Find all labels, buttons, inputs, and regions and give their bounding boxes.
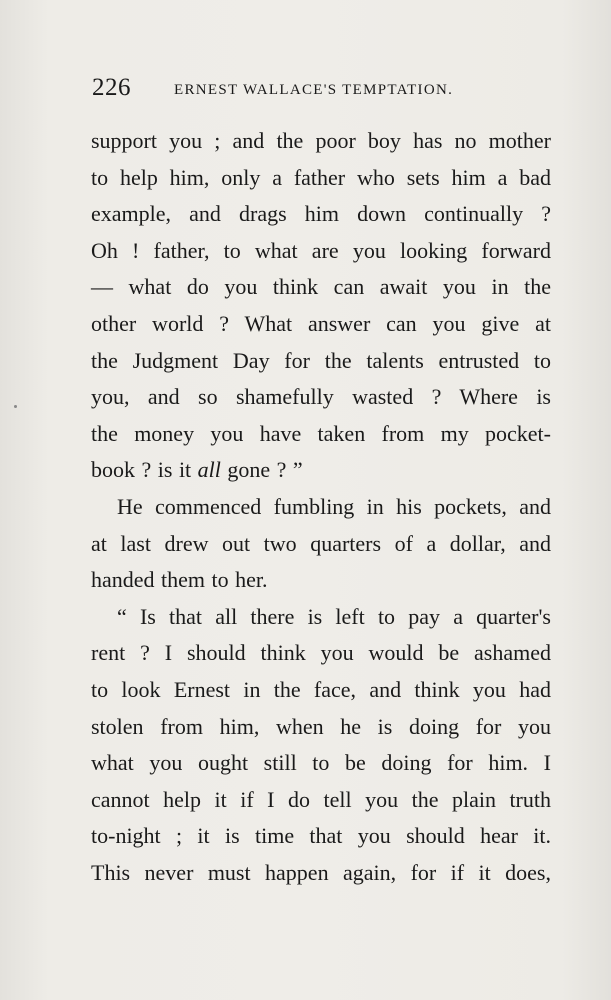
text-line: to-night ; it is time that you should hear it. <box>91 823 551 849</box>
text-line: — what do you think can await you in the <box>91 274 551 300</box>
text-line: stolen from him, when he is doing for you <box>91 713 551 739</box>
text-line: what you ought still to be doing for him. I <box>91 750 551 776</box>
emphasis: all <box>197 457 221 483</box>
text-line: to look Ernest in the face, and think you had <box>91 676 551 702</box>
text-line: the Judgment Day for the talents entrusted to <box>91 347 551 373</box>
text-line: at last drew out two quarters of a dollar, and <box>91 530 551 556</box>
page-number: 226 <box>92 74 131 101</box>
paper-speck <box>14 405 17 408</box>
text-line: you, and so shamefully wasted ? Where is <box>91 384 551 410</box>
text-line: rent ? I should think you would be ashamed <box>91 640 551 666</box>
text-line: Oh ! father, to what are you looking forward <box>91 237 551 263</box>
text-line: This never must happen again, for if it does, <box>91 859 551 885</box>
text-line: support you ; and the poor boy has no mother <box>91 128 551 153</box>
text-line: He commenced fumbling in his pockets, and <box>117 493 551 519</box>
running-title: ERNEST WALLACE'S TEMPTATION. <box>174 82 454 98</box>
page-header <box>92 74 562 106</box>
text-line: to help him, only a father who sets him a bad <box>91 164 551 190</box>
text-line: handed them to her. <box>91 567 268 593</box>
text-line: “ Is that all there is left to pay a quarter's <box>117 603 551 629</box>
text-line: other world ? What answer can you give at <box>91 310 551 336</box>
text-line: the money you have taken from my pocket- <box>91 420 551 446</box>
body-text <box>91 123 551 891</box>
text-line: example, and drags him down continually ? <box>91 201 551 227</box>
text-line: cannot help it if I do tell you the plain truth <box>91 786 551 812</box>
text-line: book ? is it all gone ? ” <box>91 457 303 483</box>
